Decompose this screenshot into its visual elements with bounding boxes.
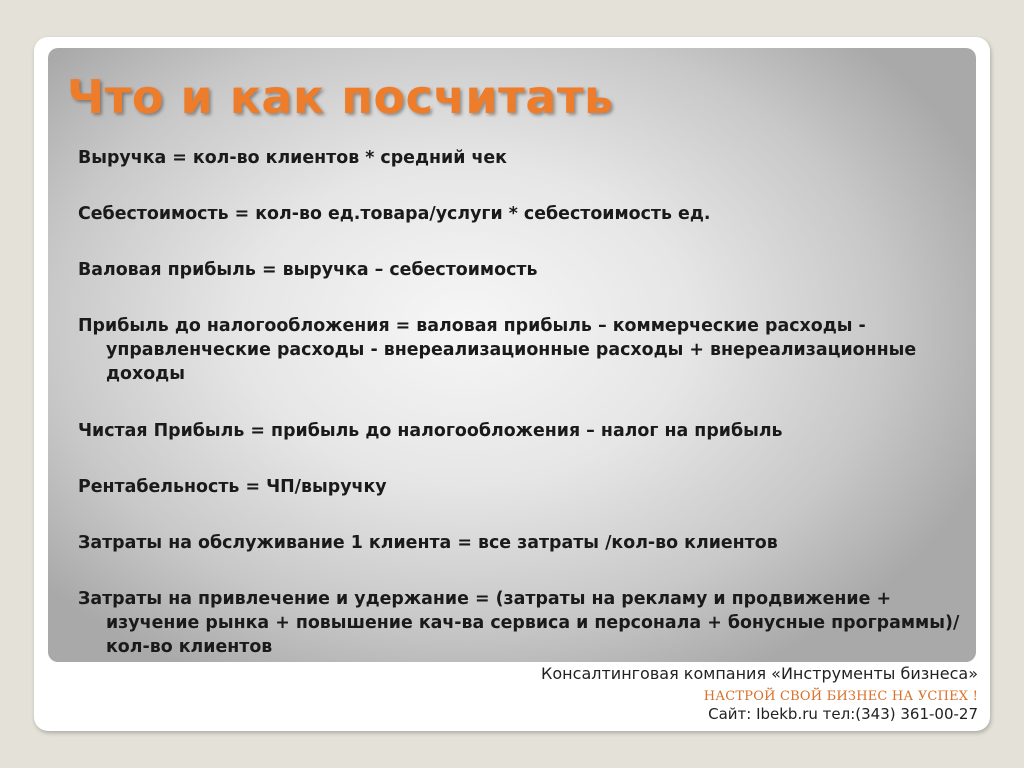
formula-pretax-profit: Прибыль до налогообложения = валовая прибыль – коммерческие расходы - управленческие расходы - внереализационные расходы + внереализационные доходы (78, 316, 917, 384)
formula-service-cost: Затраты на обслуживание 1 клиента = все затраты /кол-во клиентов (78, 533, 778, 553)
footer-company: Консалтинговая компания «Инструменты бизнеса» (541, 664, 978, 683)
formula-acquisition-cost: Затраты на привлечение и удержание = (затраты на рекламу и продвижение + изучение рынка + повышение кач-ва сервиса и персонала + бонусные программы)/кол-во клиентов (78, 589, 960, 657)
formula-revenue: Выручка = кол-во клиентов * средний чек (78, 148, 507, 168)
footer-contacts: Сайт: Ibekb.ru тел:(343) 361-00-27 (708, 705, 978, 723)
slide-title: Что и как посчитать (67, 70, 614, 124)
footer-slogan: НАСТРОЙ СВОЙ БИЗНЕС НА УСПЕХ ! (703, 689, 978, 704)
formula-net-profit: Чистая Прибыль = прибыль до налогообложения – налог на прибыль (78, 421, 783, 441)
formula-profitability: Рентабельность = ЧП/выручку (78, 477, 387, 497)
formula-gross-profit: Валовая прибыль = выручка – себестоимость (78, 260, 538, 280)
formula-cost: Себестоимость = кол-во ед.товара/услуги * себестоимость ед. (78, 204, 711, 224)
